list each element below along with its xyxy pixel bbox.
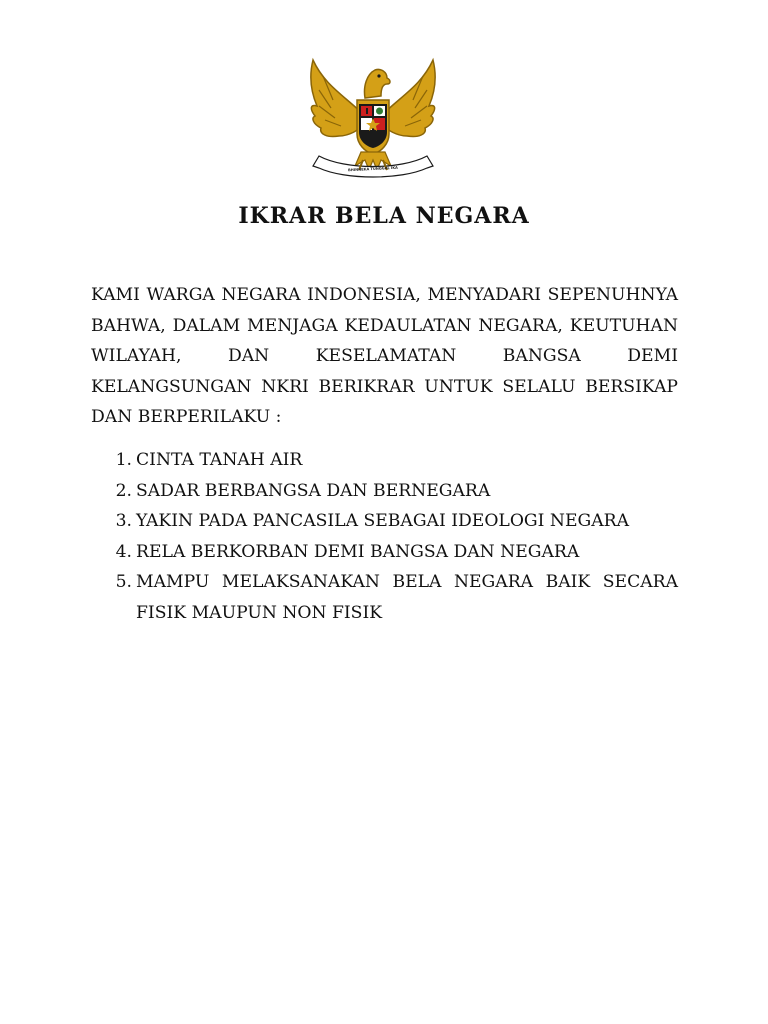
garuda-emblem	[305, 56, 441, 186]
pledge-text: CINTA TANAH AIR	[136, 450, 303, 470]
pledge-number: 5.	[115, 572, 132, 593]
emblem-motto: BHINNEKA TUNGGAL IKA	[347, 165, 399, 173]
pledge-item	[91, 567, 678, 628]
pledge-number: 1.	[115, 450, 132, 470]
pledge-number: 2.	[115, 480, 132, 501]
pledge-number: 3.	[115, 511, 132, 532]
pledge-item	[91, 445, 678, 476]
pledge-number: 4.	[115, 541, 132, 562]
pledge-text: SADAR BERBANGSA DAN BERNEGARA	[136, 480, 491, 501]
pledge-text: MAMPU MELAKSANAKAN BELA NEGARA BAIK SECARA FISIK MAUPUN NON FISIK	[136, 572, 678, 623]
pledge-item	[91, 537, 678, 568]
pledge-item	[91, 476, 678, 507]
pledge-list	[91, 445, 678, 629]
pledge-text: YAKIN PADA PANCASILA SEBAGAI IDEOLOGI NEGARA	[136, 511, 629, 532]
page-title: IKRAR BELA NEGARA	[238, 203, 530, 229]
pledge-item	[91, 506, 678, 537]
pledge-text: RELA BERKORBAN DEMI BANGSA DAN NEGARA	[136, 541, 580, 562]
intro-paragraph: KAMI WARGA NEGARA INDONESIA, MENYADARI SEPENUHNYA BAHWA, DALAM MENJAGA KEDAULATAN NEGARA, KEUTUHAN WILAYAH, DAN KESELAMATAN BANGSA DEMI KELANGSUNGAN NKRI BERIKRAR UNTUK SELALU BERSIKAP DAN BERPERILAKU :	[91, 285, 678, 428]
